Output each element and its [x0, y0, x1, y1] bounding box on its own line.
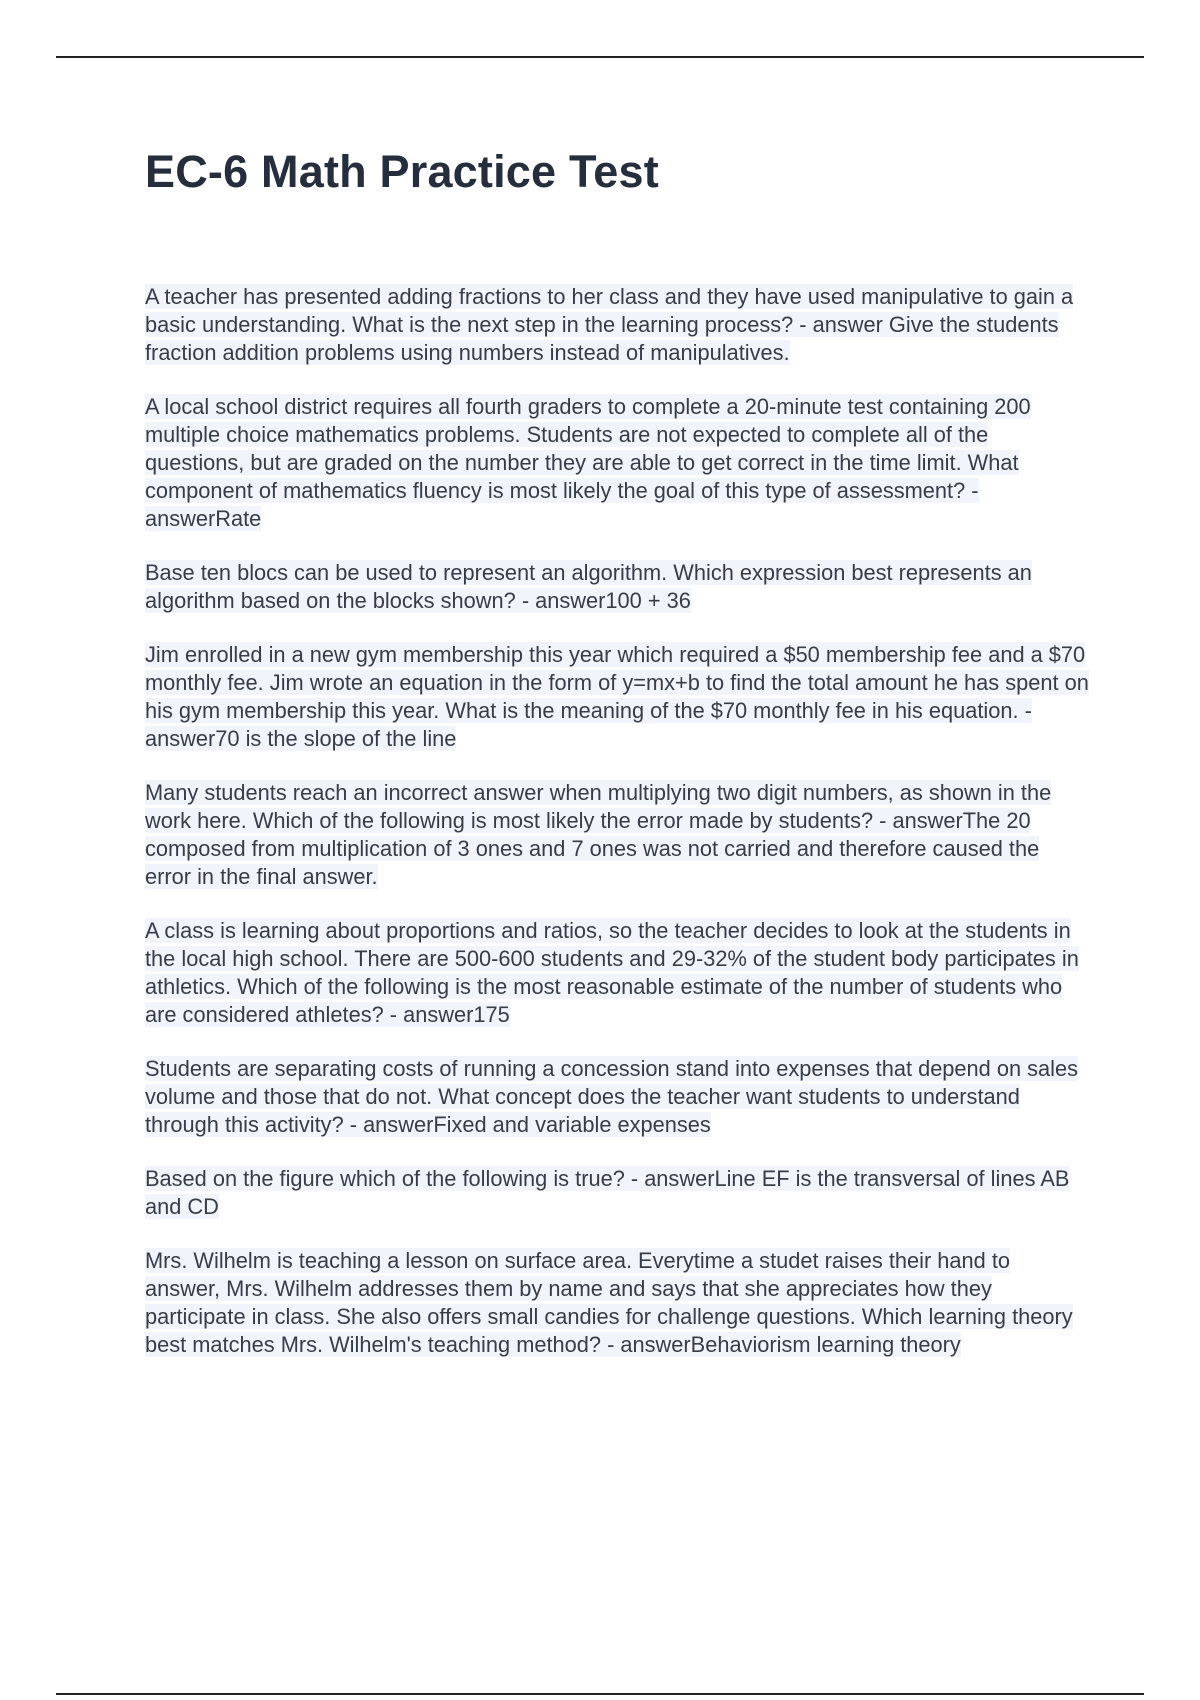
qa-item-1 — [145, 283, 1090, 367]
qa-item-3 — [145, 559, 1090, 615]
page-title: EC-6 Math Practice Test — [145, 146, 659, 197]
qa-item-5 — [145, 779, 1090, 891]
qa-item-2 — [145, 393, 1090, 533]
top-divider — [56, 56, 1144, 58]
qa-text: A local school district requires all fourth graders to complete a 20-minute test containing 200 multiple choice mathematics problems. Students are not expected to complete all of the questions, but are graded on the number they are able to get correct in the time limit. What component of mathematics fluency is most likely the goal of this type of assessment? - answerRate — [145, 394, 1031, 531]
qa-text: Many students reach an incorrect answer when multiplying two digit numbers, as shown in the work here. Which of the following is most likely the error made by students? - answerThe 20 composed from multiplication of 3 ones and 7 ones was not carried and therefore caused the error in the final answer. — [145, 780, 1052, 889]
qa-item-4 — [145, 641, 1090, 753]
qa-text: Students are separating costs of running a concession stand into expenses that depend on sales volume and those that do not. What concept does the teacher want students to understand through this activity? - answerFixed and variable expenses — [145, 1056, 1079, 1137]
qa-item-7 — [145, 1055, 1090, 1139]
qa-text: Jim enrolled in a new gym membership this year which required a $50 membership fee and a $70 monthly fee. Jim wrote an equation in the form of y=mx+b to find the total amount he has spent on his gym membership this year. What is the meaning of the $70 monthly fee in his equation. - answer70 is the slope of the line — [145, 642, 1089, 751]
qa-item-9 — [145, 1247, 1090, 1359]
bottom-divider — [56, 1693, 1144, 1695]
qa-item-8 — [145, 1165, 1090, 1221]
qa-text: A teacher has presented adding fractions to her class and they have used manipulative to gain a basic understanding. What is the next step in the learning process? - answer Give the students fraction addition problems using numbers instead of manipulatives. — [145, 284, 1074, 365]
qa-text: Based on the figure which of the following is true? - answerLine EF is the transversal of lines AB and CD — [145, 1166, 1070, 1219]
qa-text: Mrs. Wilhelm is teaching a lesson on surface area. Everytime a studet raises their hand to answer, Mrs. Wilhelm addresses them by name and says that she appreciates how they participate in class. She also offers small candies for challenge questions. Which learning theory best matches Mrs. Wilhelm's teaching method? - answerBehaviorism learning theory — [145, 1248, 1073, 1357]
qa-item-6 — [145, 917, 1090, 1029]
qa-text: A class is learning about proportions and ratios, so the teacher decides to look at the students in the local high school. There are 500-600 students and 29-32% of the student body participates in athletics. Which of the following is the most reasonable estimate of the number of students who are considered athletes? - answer175 — [145, 918, 1079, 1027]
qa-list — [145, 283, 1090, 1385]
qa-text: Base ten blocs can be used to represent an algorithm. Which expression best represents an algorithm based on the blocks shown? - answer100 + 36 — [145, 560, 1032, 613]
